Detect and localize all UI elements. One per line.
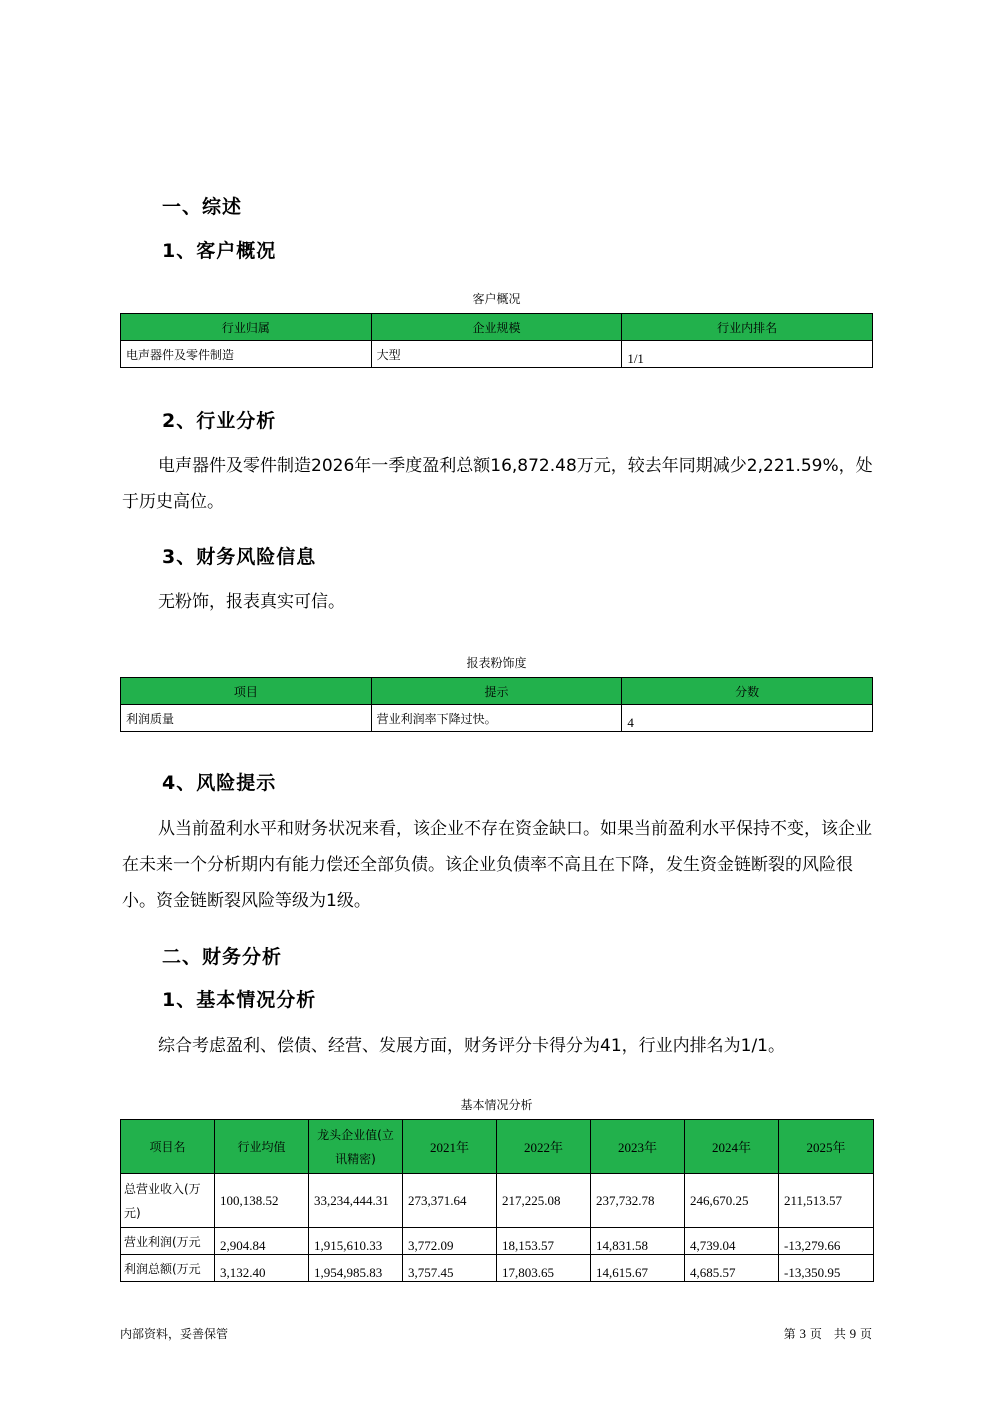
column-header: 2024年 (685, 1120, 779, 1174)
table-cell: 14,615.67 (591, 1255, 685, 1282)
table-cell: 237,732.78 (591, 1174, 685, 1228)
row-label: 利润总额(万元 (121, 1255, 215, 1282)
customer-overview-table (120, 313, 873, 368)
table-cell: -13,350.95 (779, 1255, 874, 1282)
column-header: 项目 (121, 678, 372, 705)
table-caption: 客户概况 (472, 292, 521, 306)
column-header: 企业规模 (371, 314, 622, 341)
column-header: 分数 (622, 678, 873, 705)
column-header: 龙头企业值(立讯精密) (309, 1120, 403, 1174)
paragraph-text: 电声器件及零件制造2026年一季度盈利总额16,872.48万元，较去年同期减少2,221.59%，处于历史高位。 (122, 456, 873, 512)
table-cell: 217,225.08 (497, 1174, 591, 1228)
table-caption: 基本情况分析 (460, 1098, 533, 1112)
table-cell: 211,513.57 (779, 1174, 874, 1228)
table-cell: 273,371.64 (403, 1174, 497, 1228)
column-header: 2021年 (403, 1120, 497, 1174)
column-header: 2023年 (591, 1120, 685, 1174)
column-header: 行业均值 (215, 1120, 309, 1174)
table-row (121, 1228, 874, 1255)
table-cell: 3,132.40 (215, 1255, 309, 1282)
table-cell: 4 (622, 705, 873, 732)
paragraph-text: 从当前盈利水平和财务状况来看，该企业不存在资金缺口。如果当前盈利水平保持不变，该企业在未来一个分析期内有能力偿还全部负债。该企业负债率不高且在下降，发生资金链断裂的风险很小。资金链断裂风险等级为1级。 (122, 819, 872, 911)
table-cell: 33,234,444.31 (309, 1174, 403, 1228)
subheading-industry-analysis: 2、行业分析 (162, 410, 277, 432)
table-cell: 4,739.04 (685, 1228, 779, 1255)
table-cell: 100,138.52 (215, 1174, 309, 1228)
subheading-customer-overview: 1、客户概况 (162, 240, 277, 262)
column-header: 提示 (371, 678, 622, 705)
table-cell: 14,831.58 (591, 1228, 685, 1255)
column-header: 2025年 (779, 1120, 874, 1174)
footer-page-number (784, 1325, 872, 1342)
table-cell: 18,153.57 (497, 1228, 591, 1255)
column-header: 项目名 (121, 1120, 215, 1174)
window-dressing-table-block (120, 654, 873, 732)
table-caption: 报表粉饰度 (466, 656, 527, 670)
paragraph-text: 无粉饰，报表真实可信。 (158, 592, 345, 612)
subheading-financial-risk-info: 3、财务风险信息 (162, 546, 317, 568)
paragraph-text: 综合考虑盈利、偿债、经营、发展方面，财务评分卡得分为41，行业内排名为1/1。 (158, 1036, 785, 1056)
section-heading-finance: 二、财务分析 (162, 946, 283, 968)
column-header: 行业归属 (121, 314, 372, 341)
customer-overview-table-block (120, 290, 873, 368)
section-heading-overview: 一、综述 (162, 196, 243, 218)
table-cell: 大型 (371, 341, 622, 368)
table-cell: 营业利润率下降过快。 (371, 705, 622, 732)
table-row (121, 1255, 874, 1282)
table-cell: 3,757.45 (403, 1255, 497, 1282)
table-cell: 1,915,610.33 (309, 1228, 403, 1255)
page-suffix: 页 (859, 1327, 872, 1341)
subheading-basic-analysis: 1、基本情况分析 (162, 989, 317, 1011)
table-cell: 电声器件及零件制造 (121, 341, 372, 368)
row-label: 营业利润(万元 (121, 1228, 215, 1255)
footer-confidential-note: 内部资料，妥善保管 (120, 1327, 229, 1341)
basic-analysis-table (120, 1119, 874, 1282)
basic-analysis-table-block (120, 1096, 873, 1282)
table-cell: 1/1 (622, 341, 873, 368)
financial-risk-paragraph (122, 584, 874, 620)
total-pages: 9 (849, 1326, 857, 1341)
window-dressing-table (120, 677, 873, 732)
table-cell: 利润质量 (121, 705, 372, 732)
column-header: 行业内排名 (622, 314, 873, 341)
column-header: 2022年 (497, 1120, 591, 1174)
basic-analysis-paragraph (122, 1028, 874, 1064)
current-page: 3 (799, 1326, 806, 1341)
table-cell: 17,803.65 (497, 1255, 591, 1282)
industry-analysis-paragraph (122, 448, 874, 520)
table-cell: 246,670.25 (685, 1174, 779, 1228)
risk-tips-paragraph (122, 811, 874, 919)
table-cell: 1,954,985.83 (309, 1255, 403, 1282)
table-cell: -13,279.66 (779, 1228, 874, 1255)
table-row (121, 1174, 874, 1228)
row-label: 总营业收入(万元) (121, 1174, 215, 1228)
page-mid: 页 共 (809, 1327, 846, 1341)
table-cell: 4,685.57 (685, 1255, 779, 1282)
table-cell: 2,904.84 (215, 1228, 309, 1255)
page-prefix: 第 (783, 1327, 796, 1341)
table-cell: 3,772.09 (403, 1228, 497, 1255)
subheading-risk-tips: 4、风险提示 (162, 772, 277, 794)
